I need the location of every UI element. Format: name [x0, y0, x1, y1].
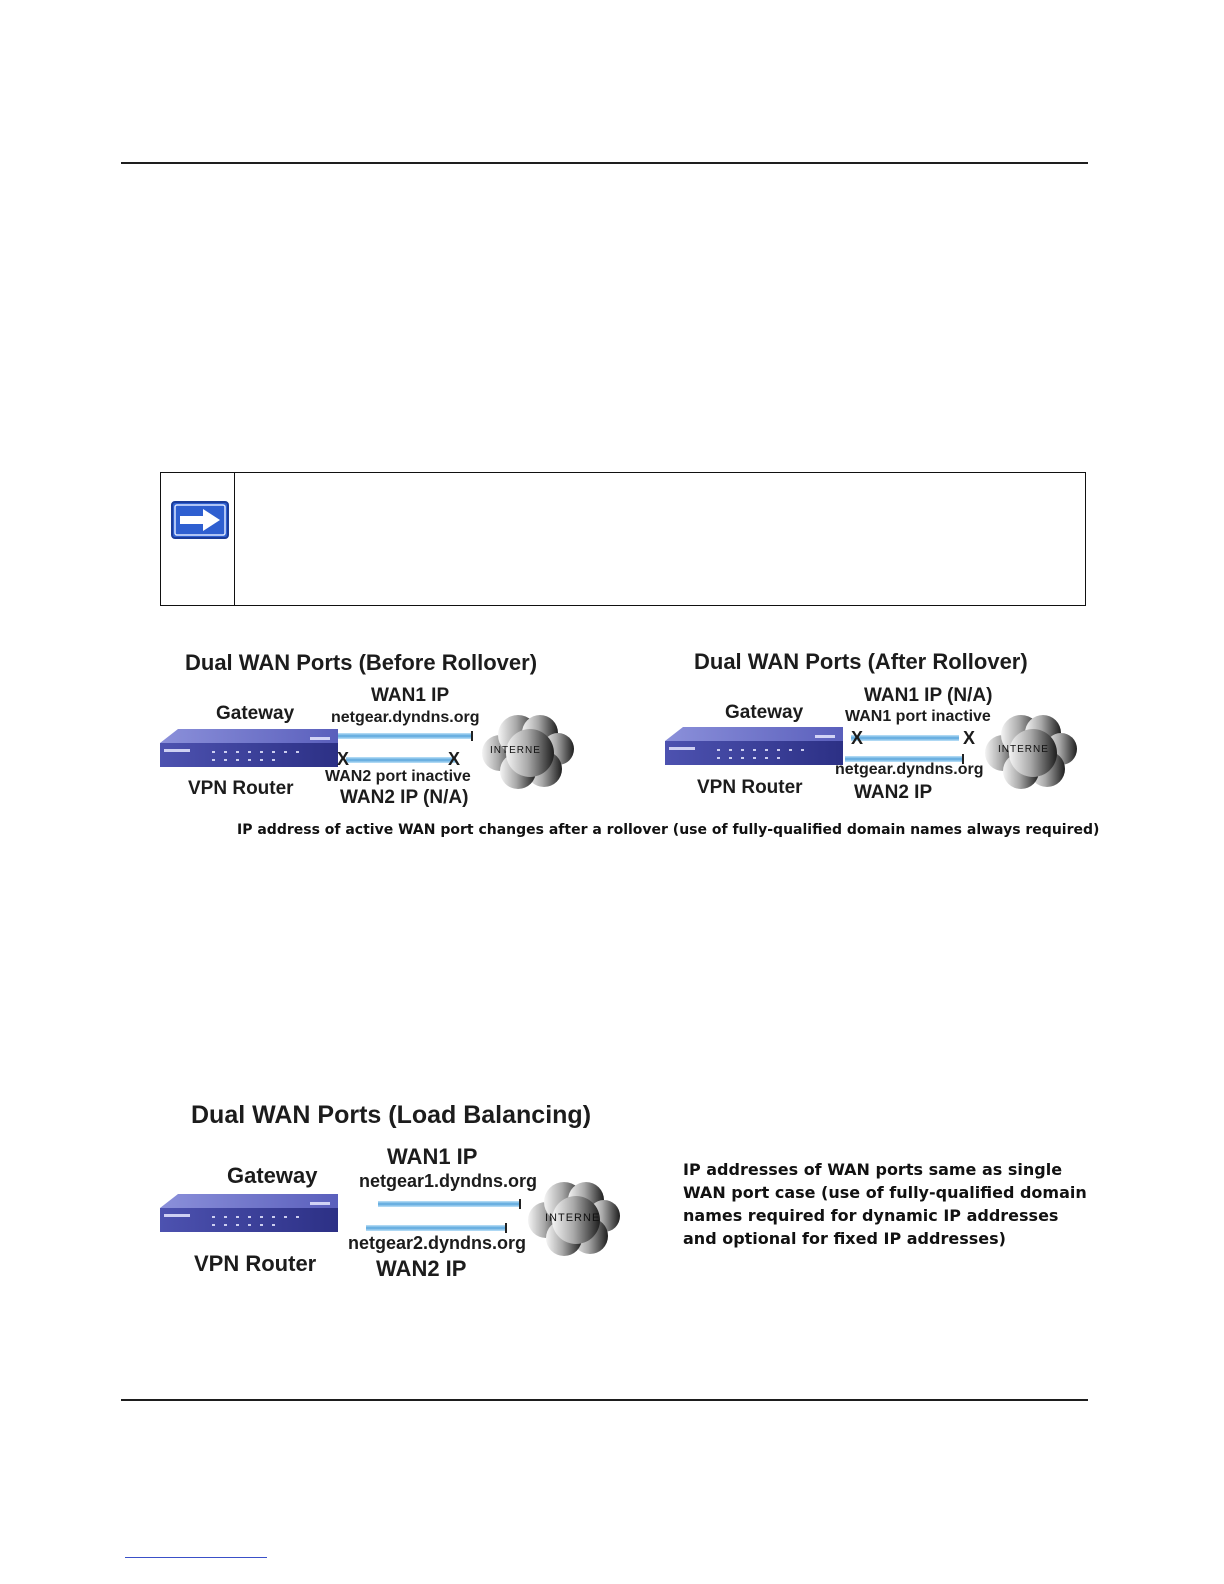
wan2-status-label: WAN2 port inactive: [325, 768, 471, 785]
diagram-title: Dual WAN Ports (Before Rollover): [185, 650, 538, 675]
caption-line: and optional for fixed IP addresses): [683, 1229, 1006, 1248]
wan1-label: WAN1 IP: [371, 685, 450, 706]
wan1-link: [378, 1201, 520, 1207]
load-balancing-caption: [683, 1158, 1087, 1250]
diagram-title: Dual WAN Ports (After Rollover): [694, 649, 1028, 674]
gateway-label: Gateway: [725, 702, 804, 723]
vpn-router-icon: [665, 727, 843, 765]
wan1-link: [851, 735, 959, 741]
wan1-label: WAN1 IP (N/A): [864, 685, 993, 706]
internet-label: INTERNE: [545, 1212, 601, 1224]
note-box: [160, 472, 1086, 606]
wan1-host-label: netgear1.dyndns.org: [359, 1171, 538, 1191]
header-rule: [121, 162, 1088, 164]
router-label: VPN Router: [194, 1251, 317, 1276]
diagram-load-balancing: [160, 1098, 630, 1288]
wan1-host-label: netgear.dyndns.org: [331, 709, 480, 726]
wan1-link: [338, 733, 472, 739]
footer-rule: [121, 1399, 1088, 1401]
vpn-router-icon: [160, 729, 338, 767]
wan2-port-x-left: X: [337, 749, 350, 769]
router-label: VPN Router: [188, 778, 294, 799]
wan1-label: WAN1 IP: [387, 1144, 478, 1169]
wan2-label: WAN2 IP (N/A): [340, 787, 469, 808]
internet-label: INTERNE: [490, 745, 541, 756]
footer-link-underline[interactable]: [125, 1557, 267, 1558]
wan2-host-label: netgear.dyndns.org: [835, 761, 984, 778]
wan1-port-x-left: X: [851, 728, 864, 748]
gateway-label: Gateway: [216, 703, 295, 724]
wan1-status-label: WAN1 port inactive: [845, 708, 991, 725]
caption-line: IP addresses of WAN ports same as single: [683, 1160, 1063, 1179]
vpn-router-icon: [160, 1194, 338, 1232]
caption-line: WAN port case (use of fully-qualified domain: [683, 1183, 1087, 1202]
note-divider: [234, 473, 235, 605]
diagram-title: Dual WAN Ports (Load Balancing): [191, 1101, 592, 1129]
wan2-link: [346, 757, 456, 763]
diagram-after-rollover: [665, 645, 1085, 815]
wan2-port-x-right: X: [448, 749, 461, 769]
wan2-label: WAN2 IP: [854, 782, 933, 803]
wan2-host-label: netgear2.dyndns.org: [348, 1233, 527, 1253]
router-label: VPN Router: [697, 777, 803, 798]
arrow-right-icon: [171, 501, 229, 539]
diagram-before-rollover: [160, 645, 580, 815]
wan1-port-x-right: X: [963, 728, 976, 748]
internet-label: INTERNE: [998, 744, 1049, 755]
gateway-label: Gateway: [227, 1163, 318, 1188]
caption-line: names required for dynamic IP addresses: [683, 1206, 1059, 1225]
rollover-caption: IP address of active WAN port changes after a rollover (use of fully-qualified domain names always required): [237, 822, 1100, 838]
wan2-link: [366, 1225, 506, 1231]
wan2-label: WAN2 IP: [376, 1256, 467, 1281]
